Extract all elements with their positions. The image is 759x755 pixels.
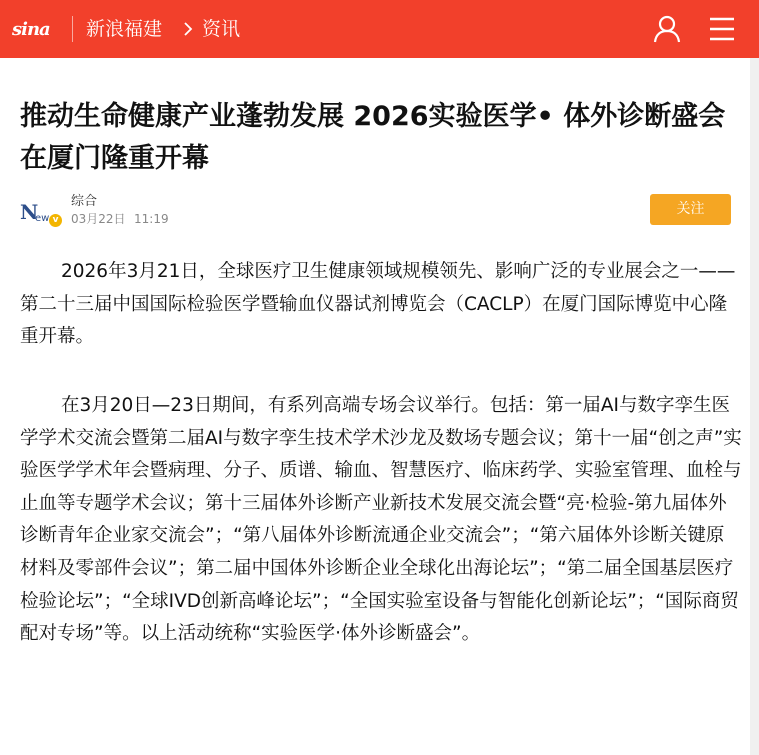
logo-text: sina [12,18,50,40]
verified-badge-icon: v [49,214,62,227]
user-icon[interactable] [652,14,682,44]
article-paragraph: 在3月20日—23日期间，有系列高端专场会议举行。包括：第一届AI与数字孪生医学学术交流会暨第二届AI与数字孪生技术学术沙龙及数场专题会议；第十一届“创之声”实验医学学术年会暨病理、分子、质谱、输血、智慧医疗、临床药学、实验室管理、血栓与止血等专题学术会议；第十三届体外诊断产业新技术发展交流会暨“亮·检验-第九届体外诊断青年企业家交流会”；“第八届体外诊断流通企业交流会”；“第六届体外诊断关键原材料及零部件会议”；第二届中国体外诊断企业全球化出海论坛”；“第二届全国基层医疗检验论坛”；“全球IVD创新高峰论坛”；“全国实验室设备与智能化创新论坛”；“国际商贸配对专场”等。以上活动统称“实验医学·体外诊断盛会”。 [20,395,742,645]
author-name[interactable]: 综合 [71,194,98,209]
breadcrumb-channel[interactable]: 新浪福建 [86,18,163,40]
sina-logo[interactable] [12,17,56,41]
svg-text:ew: ew [35,213,50,224]
article-paragraph: 2026年3月21日，全球医疗卫生健康领域规模领先、影响广泛的专业展会之一——第二十三届中国国际检验医学暨输血仪器试剂博览会（CACLP）在厦门国际博览中心隆重开幕。 [20,261,736,348]
publish-time: 11:19 [134,212,169,226]
follow-button[interactable]: 关注 [650,194,731,225]
chevron-right-icon [181,22,195,36]
svg-text:N: N [20,200,39,224]
breadcrumb-section[interactable]: 资讯 [202,18,241,40]
menu-icon[interactable] [708,15,736,43]
publish-date: 03月22日 [71,212,126,226]
topbar-divider [72,16,73,42]
article-title: 推动生命健康产业蓬勃发展 2026实验医学• 体外诊断盛会在厦门隆重开幕 [20,101,726,174]
top-nav-bar [0,0,759,58]
scrollbar[interactable] [750,58,759,755]
